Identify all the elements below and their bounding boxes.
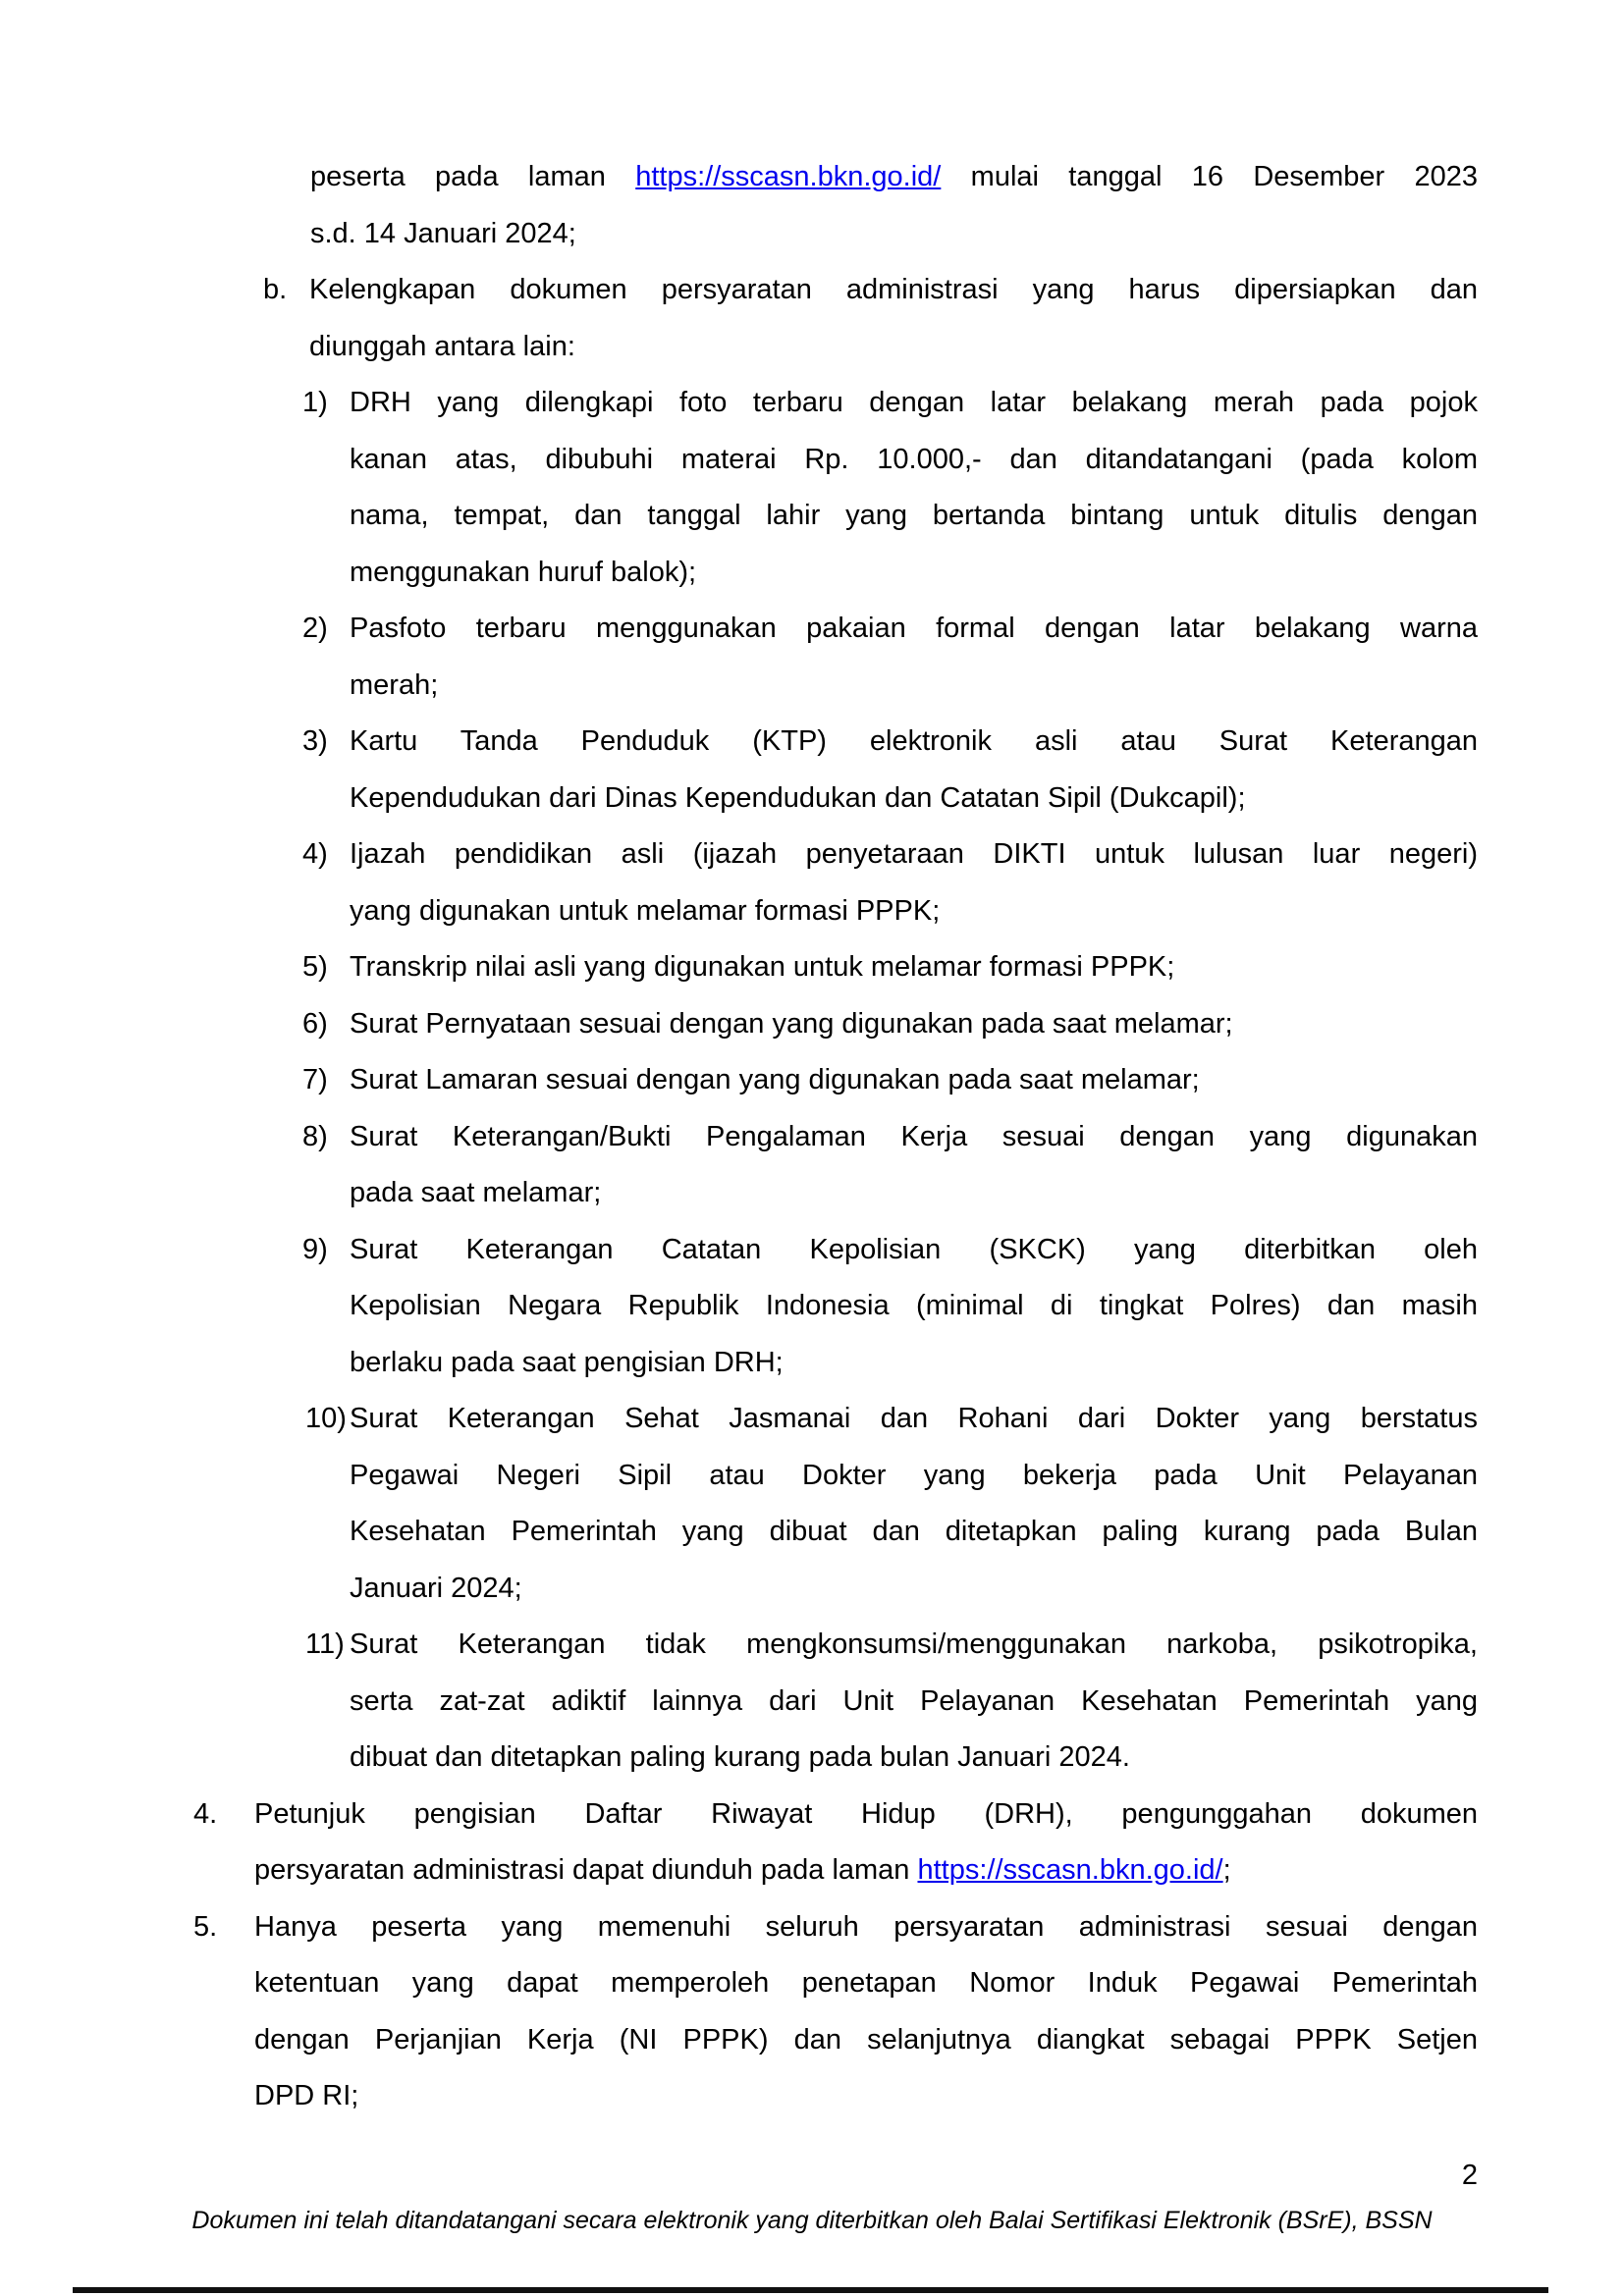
text-line: DPD RI; <box>254 2080 359 2111</box>
list-marker: 4. <box>193 1797 218 1830</box>
text-run: mulai tanggal 16 Desember 2023 <box>941 161 1478 192</box>
paragraph-item-a-continuation <box>310 149 1478 262</box>
text-line: Kartu Tanda Penduduk (KTP) elektronik asli atau Surat Keterangan <box>350 725 1478 757</box>
list-marker: 5) <box>302 951 328 983</box>
text-line: Januari 2024; <box>350 1572 522 1604</box>
text-line: ketentuan yang dapat memperoleh penetapan Nomor Induk Pegawai Pemerintah <box>254 1967 1478 1999</box>
list-item-11 <box>305 1617 1478 1787</box>
list-item-3 <box>302 714 1478 827</box>
list-marker: 4) <box>302 838 328 870</box>
list-item-5 <box>302 939 1478 996</box>
text-line: Kepolisian Negara Republik Indonesia (minimal di tingkat Polres) dan masih <box>350 1290 1478 1321</box>
list-marker: 7) <box>302 1064 328 1095</box>
list-marker: 5. <box>193 1910 218 1943</box>
list-marker: 10) <box>305 1403 347 1434</box>
sscasn-link[interactable]: https://sscasn.bkn.go.id/ <box>917 1854 1223 1886</box>
text-run: peserta pada laman <box>310 161 636 192</box>
text-line: Pasfoto terbaru menggunakan pakaian formal dengan latar belakang warna <box>350 613 1478 644</box>
list-item-1 <box>302 375 1478 601</box>
text-line: Kependudukan dari Dinas Kependudukan dan Catatan Sipil (Dukcapil); <box>350 781 1246 814</box>
esign-footnote: Dokumen ini telah ditandatangani secara elektronik yang diterbitkan oleh Balai Sertifikasi Elektronik (BSrE), BSSN <box>191 2207 1433 2234</box>
list-marker: 6) <box>302 1007 328 1040</box>
text-line: Surat Keterangan tidak mengkonsumsi/menggunakan narkoba, psikotropika, <box>350 1629 1478 1660</box>
text-line: menggunakan huruf balok); <box>350 556 697 588</box>
text-line <box>254 1842 1478 1899</box>
text-run: persyaratan administrasi dapat diunduh pada laman <box>254 1854 918 1886</box>
list-marker: 9) <box>302 1233 328 1265</box>
text-line: Petunjuk pengisian Daftar Riwayat Hidup (DRH), pengunggahan dokumen <box>254 1797 1478 1830</box>
text-line: nama, tempat, dan tanggal lahir yang bertanda bintang untuk ditulis dengan <box>350 500 1478 531</box>
list-marker: 3) <box>302 725 328 757</box>
list-item-7 <box>302 1052 1478 1109</box>
list-item-top-5 <box>193 1899 1478 2125</box>
text-line: Surat Keterangan Sehat Jasmanai dan Rohani dari Dokter yang berstatus <box>350 1403 1478 1434</box>
document-body <box>0 149 1624 2125</box>
text-line: yang digunakan untuk melamar formasi PPPK; <box>350 894 941 927</box>
list-marker: 2) <box>302 613 328 644</box>
sscasn-link[interactable]: https://sscasn.bkn.go.id/ <box>635 161 942 192</box>
list-item-10 <box>305 1391 1478 1617</box>
text-line: dengan Perjanjian Kerja (NI PPPK) dan selanjutnya diangkat sebagai PPPK Setjen <box>254 2023 1478 2056</box>
text-line: Hanya peserta yang memenuhi seluruh persyaratan administrasi sesuai dengan <box>254 1910 1478 1943</box>
text-line: Surat Keterangan Catatan Kepolisian (SKCK) yang diterbitkan oleh <box>350 1233 1478 1265</box>
text-line: s.d. 14 Januari 2024; <box>310 217 576 249</box>
text-line: Pegawai Negeri Sipil atau Dokter yang bekerja pada Unit Pelayanan <box>350 1459 1478 1491</box>
text-line: serta zat-zat adiktif lainnya dari Unit Pelayanan Kesehatan Pemerintah yang <box>350 1684 1478 1717</box>
text-line: dibuat dan ditetapkan paling kurang pada bulan Januari 2024. <box>350 1741 1130 1773</box>
text-line: kanan atas, dibubuhi materai Rp. 10.000,- dan ditandatangani (pada kolom <box>350 443 1478 475</box>
list-item-b <box>263 262 1478 375</box>
list-marker: 11) <box>305 1629 345 1660</box>
text-line: berlaku pada saat pengisian DRH; <box>350 1346 784 1378</box>
list-item-6 <box>302 996 1478 1053</box>
text-line: Surat Keterangan/Bukti Pengalaman Kerja sesuai dengan yang digunakan <box>350 1120 1478 1152</box>
text-line: merah; <box>350 668 439 701</box>
list-marker: 8) <box>302 1120 328 1152</box>
text-line: Surat Lamaran sesuai dengan yang digunakan pada saat melamar; <box>350 1064 1200 1095</box>
list-item-4 <box>302 827 1478 939</box>
list-item-8 <box>302 1109 1478 1222</box>
text-line: Surat Pernyataan sesuai dengan yang digunakan pada saat melamar; <box>350 1007 1233 1040</box>
text-line: Kelengkapan dokumen persyaratan administrasi yang harus dipersiapkan dan <box>309 274 1478 305</box>
text-run: ; <box>1222 1854 1231 1886</box>
list-marker: 1) <box>302 387 328 418</box>
text-line: diunggah antara lain: <box>309 330 575 362</box>
page-number: 2 <box>1461 2160 1478 2191</box>
list-item-top-4 <box>193 1787 1478 1899</box>
text-line: Kesehatan Pemerintah yang dibuat dan ditetapkan paling kurang pada Bulan <box>350 1516 1478 1547</box>
text-line: pada saat melamar; <box>350 1177 602 1208</box>
text-line: DRH yang dilengkapi foto terbaru dengan latar belakang merah pada pojok <box>350 387 1478 418</box>
text-line: Ijazah pendidikan asli (ijazah penyetaraan DIKTI untuk lulusan luar negeri) <box>350 838 1478 870</box>
footer-divider-bar <box>73 2287 1548 2293</box>
list-item-9 <box>302 1222 1478 1392</box>
text-line: Transkrip nilai asli yang digunakan untuk melamar formasi PPPK; <box>350 951 1175 983</box>
list-marker: b. <box>263 274 288 305</box>
list-item-2 <box>302 601 1478 714</box>
text-line <box>310 149 1478 206</box>
